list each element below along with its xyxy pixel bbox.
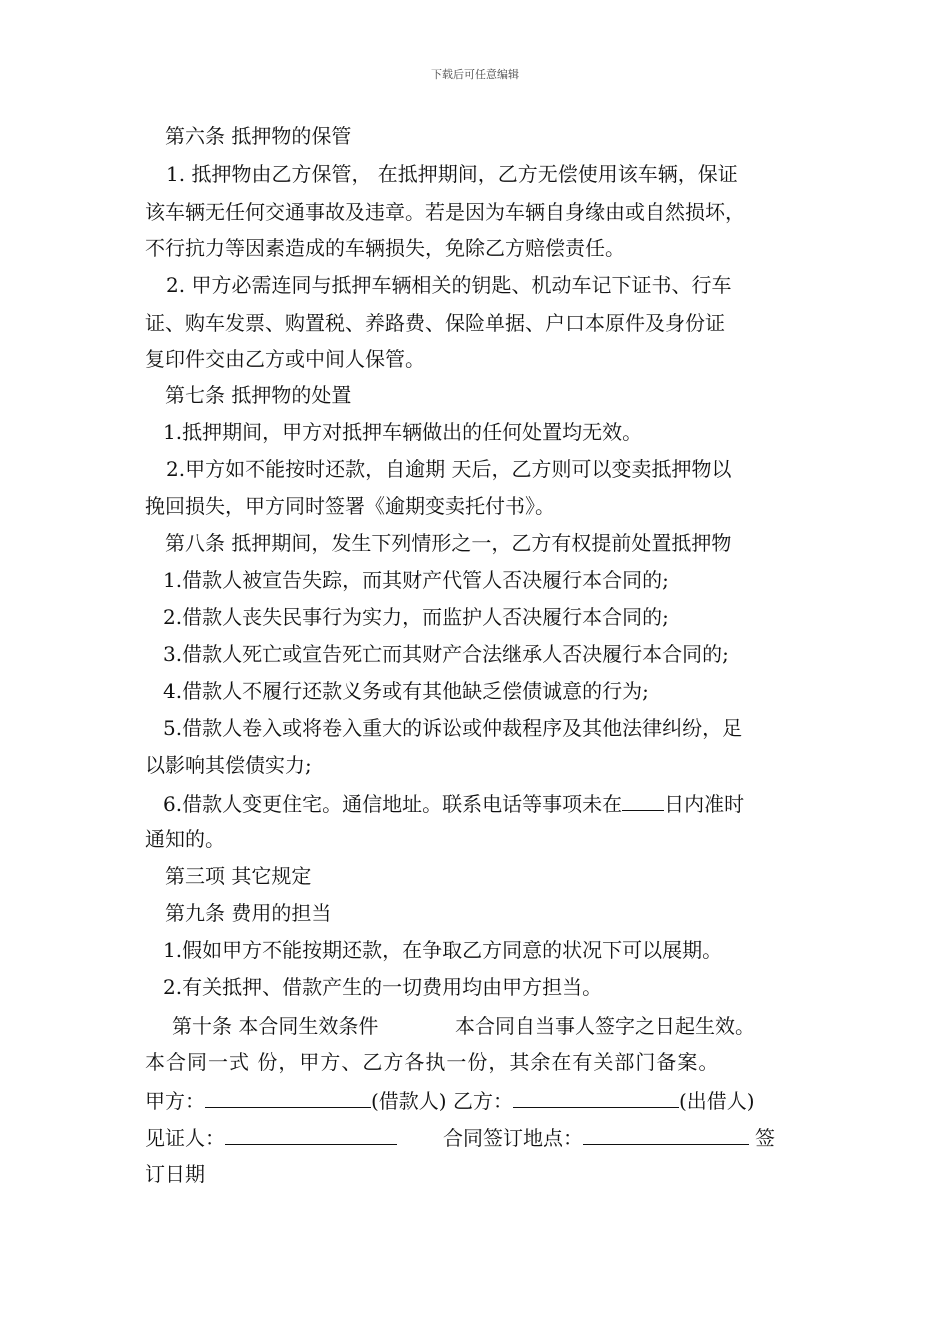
article-8-heading: 第八条 抵押期间，发生下列情形之一，乙方有权提前处置抵押物 (165, 531, 732, 555)
paragraph-line: 该车辆无任何交通事故及违章。若是因为车辆自身缘由或自然损坏， (145, 200, 745, 224)
list-item: 6.借款人变更住宅。通信地址。联系电话等事项未在 日内准时 (163, 792, 745, 816)
list-item: 2.借款人丧失民事行为实力，而监护人否决履行本合同的; (163, 605, 669, 629)
paragraph-line: 通知的。 (145, 827, 225, 851)
list-item: 3.借款人死亡或宣告死亡而其财产合法继承人否决履行本合同的; (163, 642, 729, 666)
article-7-heading: 第七条 抵押物的处置 (165, 383, 352, 407)
signature-blank (513, 1087, 679, 1108)
paragraph-line: 复印件交由乙方或中间人保管。 (145, 347, 425, 371)
paragraph-line: 1. 抵押物由乙方保管， 在抵押期间，乙方无偿使用该车辆，保证 (166, 162, 738, 186)
paragraph-line: 以影响其偿债实力; (145, 753, 312, 777)
list-item: 5.借款人卷入或将卷入重大的诉讼或仲裁程序及其他法律纠纷，足 (163, 716, 743, 740)
paragraph-line: 2. 甲方必需连同与抵押车辆相关的钥匙、机动车记下证书、行车 (166, 273, 732, 297)
article-6-heading: 第六条 抵押物的保管 (165, 124, 352, 148)
paragraph-line: 不行抗力等因素造成的车辆损失，免除乙方赔偿责任。 (145, 236, 625, 260)
list-item: 4.借款人不履行还款义务或有其他缺乏偿债诚意的行为; (163, 679, 649, 703)
signature-line-parties: 甲方： (借款人) 乙方： (出借人) (145, 1089, 755, 1113)
page-header: 下载后可任意编辑 (431, 68, 519, 81)
signing-date-label: 订日期 (145, 1162, 205, 1186)
paragraph-line: 本合同一式 份，甲方、乙方各执一份，其余在有关部门备案。 (145, 1050, 720, 1074)
list-item: 1.借款人被宣告失踪，而其财产代管人否决履行本合同的; (163, 568, 669, 592)
paragraph-line: 本合同自当事人签字之日起生效。 (455, 1014, 755, 1038)
article-10-heading: 第十条 本合同生效条件 (172, 1014, 379, 1038)
fill-in-blank (622, 790, 664, 811)
paragraph-line: 2.甲方如不能按时还款，自逾期 天后，乙方则可以变卖抵押物以 (166, 457, 732, 481)
list-item: 1.假如甲方不能按期还款，在争取乙方同意的状况下可以展期。 (163, 938, 723, 962)
article-9-heading: 第九条 费用的担当 (165, 901, 332, 925)
paragraph-line: 挽回损失，甲方同时签署《逾期变卖托付书》。 (145, 494, 555, 518)
signature-blank (583, 1124, 749, 1145)
signature-blank (225, 1124, 397, 1145)
paragraph-line: 证、购车发票、购置税、养路费、保险单据、户口本原件及身份证 (145, 311, 725, 335)
signature-line-witness: 见证人： 合同签订地点： 签 (145, 1126, 775, 1150)
section-3-heading: 第三项 其它规定 (165, 864, 312, 888)
list-item: 2.有关抵押、借款产生的一切费用均由甲方担当。 (163, 975, 603, 999)
paragraph-line: 1.抵押期间，甲方对抵押车辆做出的任何处置均无效。 (163, 420, 643, 444)
signature-blank (205, 1087, 371, 1108)
